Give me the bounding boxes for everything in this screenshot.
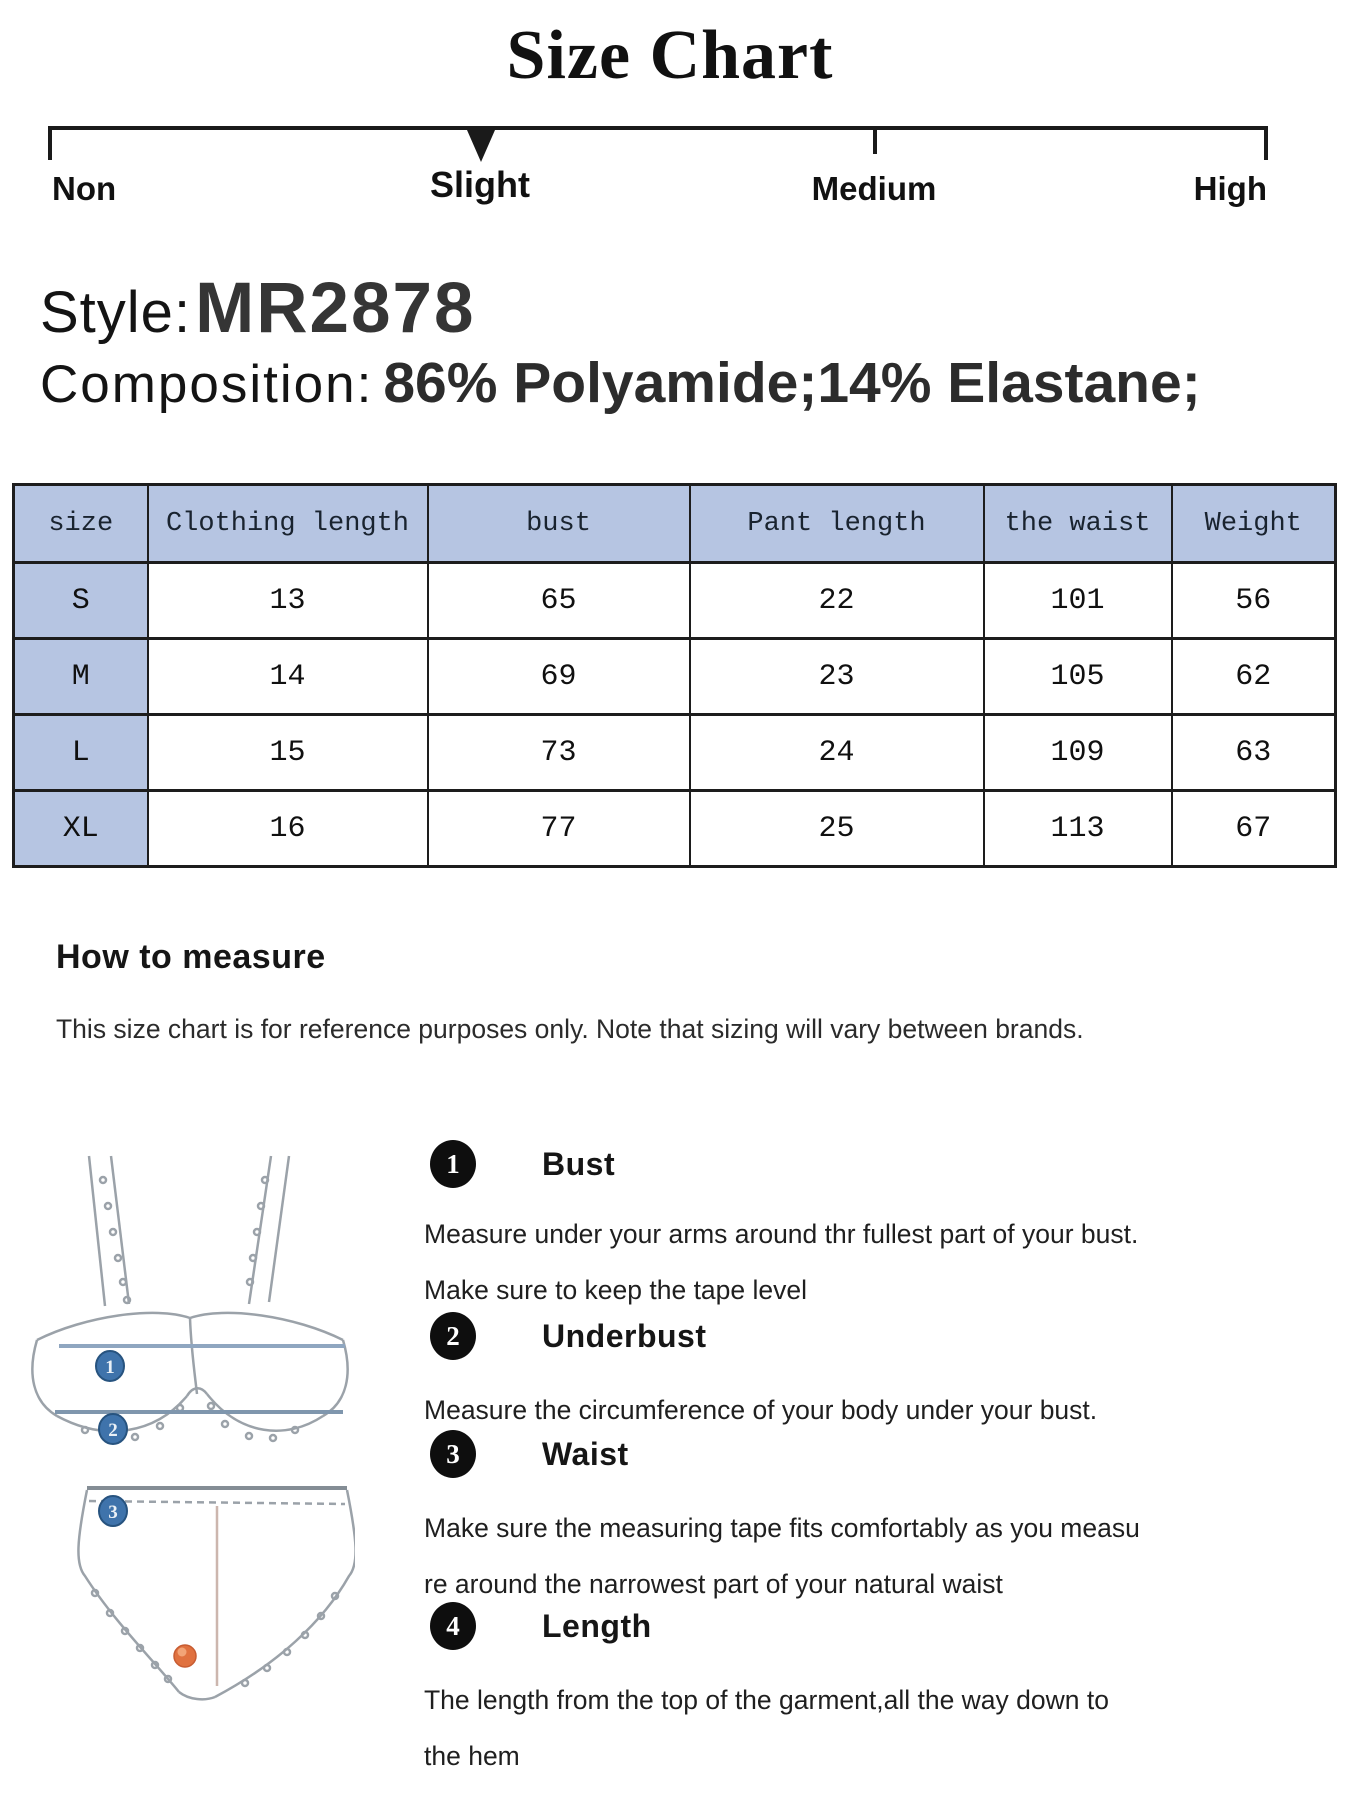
size-value-cell: 63 [1172, 715, 1336, 791]
step-label: Waist [542, 1435, 629, 1472]
style-row [40, 268, 475, 349]
scale-label-non: Non [52, 170, 117, 207]
measure-item-waist [430, 1430, 629, 1478]
size-value-cell: 73 [428, 715, 690, 791]
size-value-cell: 101 [984, 563, 1172, 639]
size-value-cell: 67 [1172, 791, 1336, 867]
scale-marker-triangle-icon [467, 130, 495, 162]
bra-drawing [32, 1156, 347, 1441]
scale-line [48, 126, 1268, 130]
row-label: XL [14, 791, 148, 867]
scale-label-slight: Slight [430, 164, 530, 205]
row-label: S [14, 563, 148, 639]
column-header-weight: Weight [1172, 485, 1336, 563]
size-value-cell: 14 [148, 639, 428, 715]
column-header-bust: bust [428, 485, 690, 563]
step-description-line: Measure under your arms around thr fullest part of your bust. [424, 1218, 1139, 1249]
size-value-cell: 16 [148, 791, 428, 867]
svg-text:2: 2 [108, 1420, 118, 1441]
step-number: 2 [446, 1320, 460, 1351]
size-value-cell: 69 [428, 639, 690, 715]
size-value-cell: 65 [428, 563, 690, 639]
step-4-badge-icon [430, 1602, 476, 1650]
composition-label: Composition: [40, 355, 374, 414]
measure-item-underbust [430, 1312, 707, 1360]
scale-label-high: High [1193, 170, 1267, 207]
step-number: 1 [446, 1148, 460, 1179]
reference-note: This size chart is for reference purposes only. Note that sizing will vary between brands. [56, 1014, 1084, 1044]
bust-marker [96, 1351, 124, 1381]
step-1-badge-icon [430, 1140, 476, 1188]
underbust-marker [99, 1414, 127, 1444]
size-value-cell: 23 [690, 639, 984, 715]
step-label: Underbust [542, 1317, 707, 1354]
step-description-line: The length from the top of the garment,all the way down to [424, 1684, 1109, 1715]
size-table [12, 483, 1337, 868]
step-number: 4 [446, 1610, 460, 1641]
step-label: Length [542, 1607, 652, 1644]
column-header-clothing-length: Clothing length [148, 485, 428, 563]
size-value-cell: 15 [148, 715, 428, 791]
step-description-line: the hem [424, 1740, 520, 1771]
column-header-pant-length: Pant length [690, 485, 984, 563]
measure-item-bust [430, 1140, 615, 1188]
svg-text:1: 1 [105, 1357, 115, 1378]
step-description-line: Make sure to keep the tape level [424, 1274, 808, 1305]
scale-tick-medium [873, 128, 877, 154]
row-label: L [14, 715, 148, 791]
size-value-cell: 109 [984, 715, 1172, 791]
scale-label-medium: Medium [811, 170, 937, 207]
size-value-cell: 22 [690, 563, 984, 639]
table-row-xl [14, 791, 1336, 867]
size-value-cell: 25 [690, 791, 984, 867]
size-value-cell: 113 [984, 791, 1172, 867]
step-2-badge-icon [430, 1312, 476, 1360]
column-header-size: size [14, 485, 148, 563]
table-row-s [14, 563, 1336, 639]
how-to-measure-heading: How to measure [56, 938, 326, 976]
composition-row [40, 350, 1201, 416]
size-value-cell: 13 [148, 563, 428, 639]
measurement-illustration [25, 1148, 355, 1708]
size-table-header-row [14, 485, 1336, 563]
size-value-cell: 56 [1172, 563, 1336, 639]
row-label: M [14, 639, 148, 715]
length-marker [174, 1645, 196, 1667]
measure-item-length [430, 1602, 652, 1650]
style-value: MR2878 [195, 269, 476, 348]
size-value-cell: 62 [1172, 639, 1336, 715]
column-header-the-waist: the waist [984, 485, 1172, 563]
page-title: Size Chart [506, 17, 834, 94]
scale-tick-left [48, 128, 52, 160]
step-number: 3 [446, 1438, 460, 1469]
step-3-badge-icon [430, 1430, 476, 1478]
waist-marker [99, 1496, 127, 1526]
step-description-line: Make sure the measuring tape fits comfortably as you measu [424, 1512, 1140, 1543]
step-description-line: re around the narrowest part of your natural waist [424, 1568, 1003, 1599]
step-description-line: Measure the circumference of your body under your bust. [424, 1394, 1098, 1425]
table-row-l [14, 715, 1336, 791]
style-label: Style: [40, 280, 192, 345]
scale-tick-right [1264, 128, 1268, 160]
table-row-m [14, 639, 1336, 715]
svg-text:3: 3 [108, 1502, 118, 1523]
size-value-cell: 77 [428, 791, 690, 867]
step-label: Bust [542, 1145, 616, 1182]
size-value-cell: 105 [984, 639, 1172, 715]
size-value-cell: 24 [690, 715, 984, 791]
composition-value: 86% Polyamide;14% Elastane; [383, 351, 1201, 415]
